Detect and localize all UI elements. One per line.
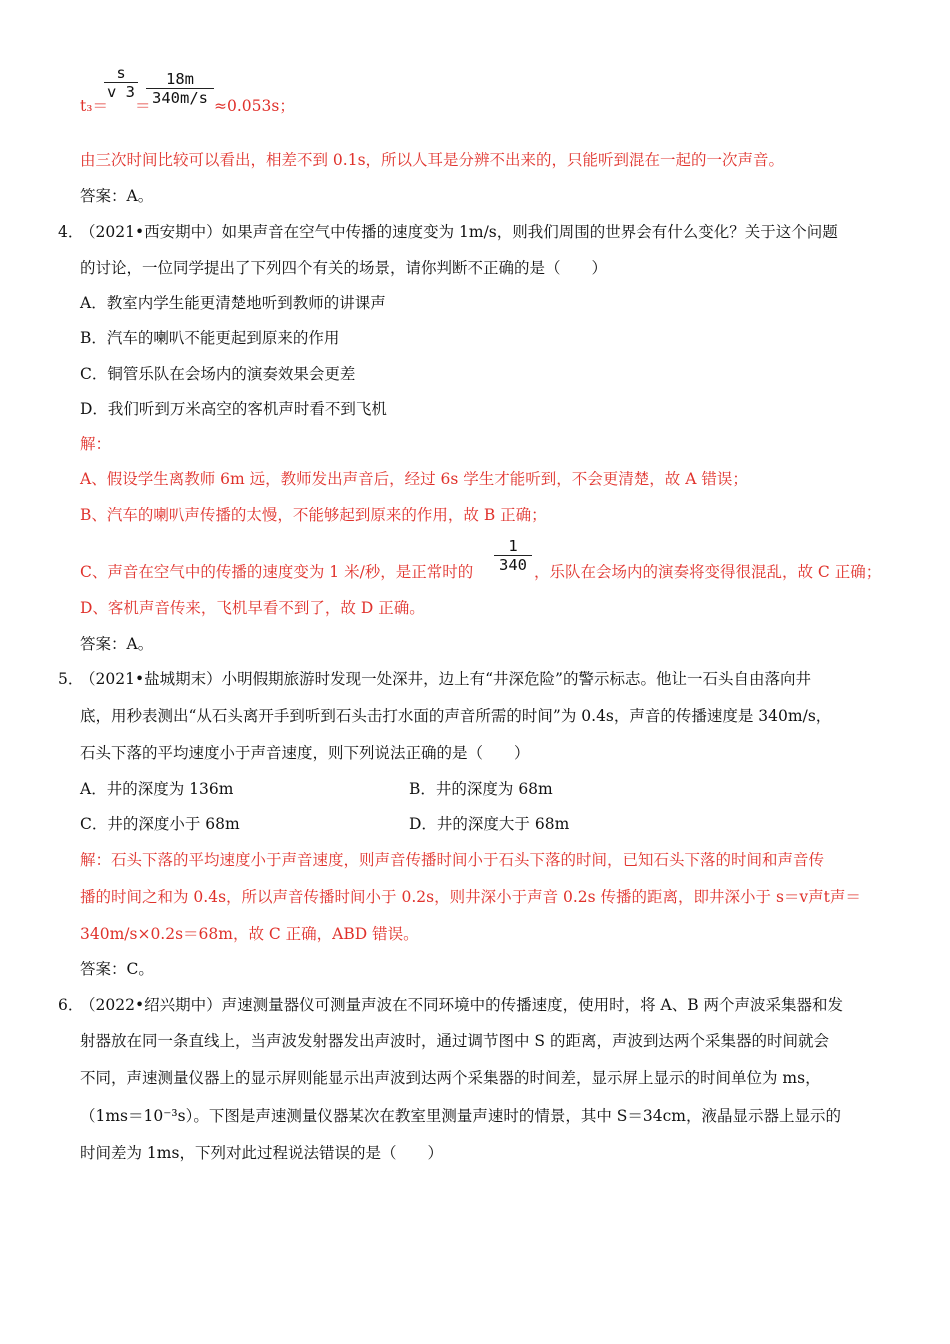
q4-option-b: B．汽车的喇叭不能更起到原来的作用 — [80, 329, 340, 347]
fraction-1-over-340 — [494, 537, 532, 574]
q6-stem-line3: 不同，声速测量仪器上的显示屏则能显示出声波到达两个采集器的时间差，显示屏上显示的时间单位为 ms， — [80, 1069, 821, 1087]
conclusion-text: 由三次时间比较可以看出，相差不到 0.1s，所以人耳是分辨不出来的，只能听到混在一起的一次声音。 — [80, 151, 785, 169]
q4-option-a: A．教室内学生能更清楚地听到教师的讲课声 — [80, 294, 386, 312]
fraction-s-over-v3 — [104, 64, 138, 101]
fraction-denominator: 340 — [499, 556, 527, 574]
q6-stem-line2: 射器放在同一条直线上，当声波发射器发出声波时，通过调节图中 S 的距离，声波到达两个采集器的时间就会 — [80, 1032, 829, 1050]
equals-sign: ＝ — [135, 97, 151, 115]
fraction-denominator: v 3 — [107, 83, 135, 101]
fraction-numerator: 18m — [166, 70, 194, 88]
q5-solution-line3: 340m/s×0.2s＝68m，故 C 正确，ABD 错误。 — [80, 925, 419, 943]
q5-solution-line2: 播的时间之和为 0.4s，所以声音传播时间小于 0.2s，则井深小于声音 0.2s 传播的距离，即井深小于 s＝v声t声＝ — [80, 888, 861, 906]
q6-stem-line1: （2022•绍兴期中）声速测量器仪可测量声波在不同环境中的传播速度，使用时，将 A、B 两个声波采集器和发 — [80, 996, 844, 1014]
q5-number: 5． — [58, 670, 84, 688]
q4-solution-c-post: ，乐队在会场内的演奏将变得很混乱，故 C 正确； — [534, 563, 882, 581]
answer-q5: 答案：C。 — [80, 960, 154, 978]
q5-option-a: A．井的深度为 136m — [80, 780, 234, 798]
q4-option-d: D．我们听到万米高空的客机声时看不到飞机 — [80, 400, 387, 418]
q4-option-c: C．铜管乐队在会场内的演奏效果会更差 — [80, 365, 356, 383]
q6-stem-line4: （1ms＝10⁻³s）。下图是声速测量仪器某次在教室里测量声速时的情景，其中 S＝34cm，液晶显示器上显示的 — [80, 1107, 841, 1125]
fraction-numerator: 1 — [508, 537, 518, 555]
q4-number: 4． — [58, 223, 84, 241]
q4-solution-a: A、假设学生离教师 6m 远，教师发出声音后，经过 6s 学生才能听到，不会更清楚，故 A 错误； — [80, 470, 748, 488]
q4-solution-label: 解： — [80, 435, 112, 453]
t3-label: t₃＝ — [80, 97, 108, 115]
q5-stem-line2: 底，用秒表测出“从石头离开手到听到石头击打水面的声音所需的时间”为 0.4s，声音的传播速度是 340m/s， — [80, 707, 832, 725]
q4-solution-c-pre: C、声音在空气中的传播的速度变为 1 米/秒，是正常时的 — [80, 563, 474, 581]
q5-option-d: D．井的深度大于 68m — [409, 815, 570, 833]
fraction-18m-over-340 — [146, 70, 214, 107]
q5-stem-line1: （2021•盐城期末）小明假期旅游时发现一处深井，边上有“井深危险”的警示标志。他让一石头自由落向井 — [80, 670, 811, 688]
q4-stem-line1: （2021•西安期中）如果声音在空气中传播的速度变为 1m/s，则我们周围的世界会有什么变化？关于这个问题 — [80, 223, 838, 241]
answer-q3: 答案：A。 — [80, 187, 154, 205]
q6-number: 6． — [58, 996, 84, 1014]
q5-option-c: C．井的深度小于 68m — [80, 815, 240, 833]
q5-option-b: B．井的深度为 68m — [409, 780, 553, 798]
fraction-denominator: 340m/s — [152, 89, 208, 107]
q4-solution-b: B、汽车的喇叭声传播的太慢，不能够起到原来的作用，故 B 正确； — [80, 506, 547, 524]
answer-q4: 答案：A。 — [80, 635, 154, 653]
t3-result: ≈0.053s； — [214, 97, 295, 115]
q5-stem-line3: 石头下落的平均速度小于声音速度，则下列说法正确的是（ ） — [80, 744, 530, 762]
q6-stem-line5: 时间差为 1ms，下列对此过程说法错误的是（ ） — [80, 1144, 443, 1162]
q4-solution-d: D、客机声音传来，飞机早看不到了，故 D 正确。 — [80, 599, 425, 617]
q5-solution-line1: 解：石头下落的平均速度小于声音速度，则声音传播时间小于石头下落的时间，已知石头下落的时间和声音传 — [80, 851, 825, 869]
q4-stem-line2: 的讨论，一位同学提出了下列四个有关的场景，请你判断不正确的是（ ） — [80, 259, 608, 277]
fraction-numerator: s — [116, 64, 126, 82]
